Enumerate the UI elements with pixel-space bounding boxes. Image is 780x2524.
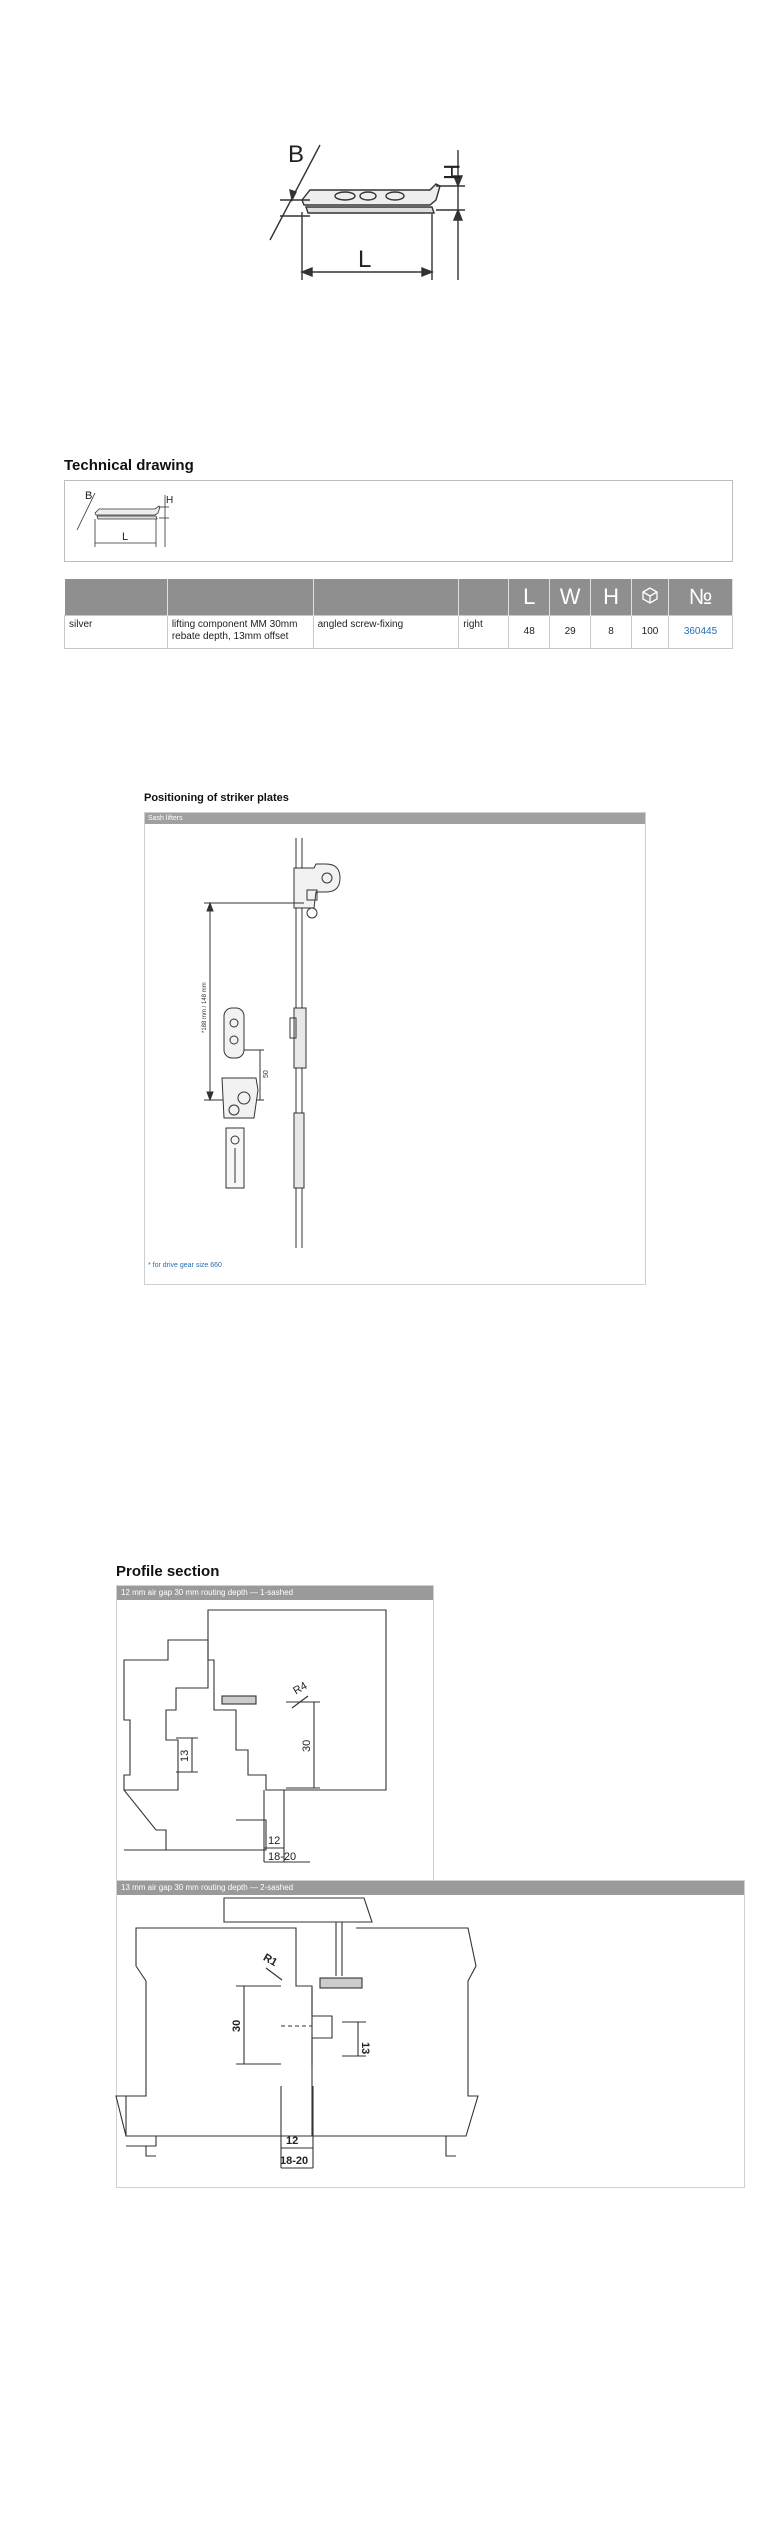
hero-h-label: H [439, 164, 464, 180]
panel-1-r-label: R4 [291, 1679, 310, 1698]
cell-description: lifting component MM 30mm rebate depth, 13mm offset [167, 616, 313, 649]
panel-1-12-label: 12 [268, 1835, 281, 1847]
panel-1-30-label: 30 [301, 1739, 313, 1752]
positioning-dim-vertical: *188 mm / 148 mm [202, 982, 208, 1033]
header-pack-icon [632, 579, 669, 616]
panel-1-caption: 12 mm air gap 30 mm routing depth — 1-sashed [117, 1586, 433, 1600]
cell-h: 8 [591, 616, 632, 649]
cell-fixing: angled screw-fixing [313, 616, 459, 649]
td-b-label: B [85, 490, 93, 502]
header-width: W [550, 579, 591, 616]
panel-2-30-label: 30 [231, 2019, 243, 2032]
td-h-label: H [166, 495, 174, 506]
table-row [65, 616, 733, 649]
hero-l-label: L [358, 246, 372, 273]
positioning-drawing [144, 828, 644, 1268]
cell-pack: 100 [632, 616, 669, 649]
technical-drawing-title: Technical drawing [64, 457, 194, 474]
hero-product-drawing [240, 130, 464, 290]
header-side [459, 579, 509, 616]
hero-b-label: B [288, 141, 305, 168]
technical-drawing-box [64, 480, 733, 562]
spec-table-header [65, 579, 733, 616]
cell-w: 29 [550, 616, 591, 649]
td-l-label: L [122, 531, 129, 543]
positioning-dim-50: 50 [263, 1070, 270, 1078]
positioning-title: Positioning of striker plates [144, 792, 289, 804]
cell-side: right [459, 616, 509, 649]
positioning-footnote: * for drive gear size 660 [148, 1262, 222, 1269]
panel-2-1820-label: 18-20 [280, 2155, 309, 2167]
panel-2-caption: 13 mm air gap 30 mm routing depth — 2-sashed [117, 1881, 744, 1895]
technical-drawing-thumbnail [65, 485, 175, 555]
header-fixing [313, 579, 459, 616]
panel-1-13-label: 13 [179, 1749, 191, 1762]
profile-section-title: Profile section [116, 1563, 220, 1580]
header-number: № [669, 579, 733, 616]
header-description [167, 579, 313, 616]
header-color [65, 579, 168, 616]
cell-l: 48 [509, 616, 550, 649]
cell-color: silver [65, 616, 168, 649]
header-length: L [509, 579, 550, 616]
header-height: H [591, 579, 632, 616]
spec-table [64, 579, 733, 649]
panel-2-r-label: R1 [261, 1951, 280, 1970]
panel-2-13-label: 13 [359, 2042, 371, 2055]
profile-panel-1-drawing [116, 1600, 432, 1880]
positioning-subtitle: Sash lifters [145, 813, 645, 824]
profile-panel-2-drawing [116, 1896, 743, 2186]
panel-1-1820-label: 18-20 [268, 1851, 297, 1863]
panel-2-12-label: 12 [286, 2135, 299, 2147]
article-number-link[interactable]: 360445 [669, 616, 733, 649]
